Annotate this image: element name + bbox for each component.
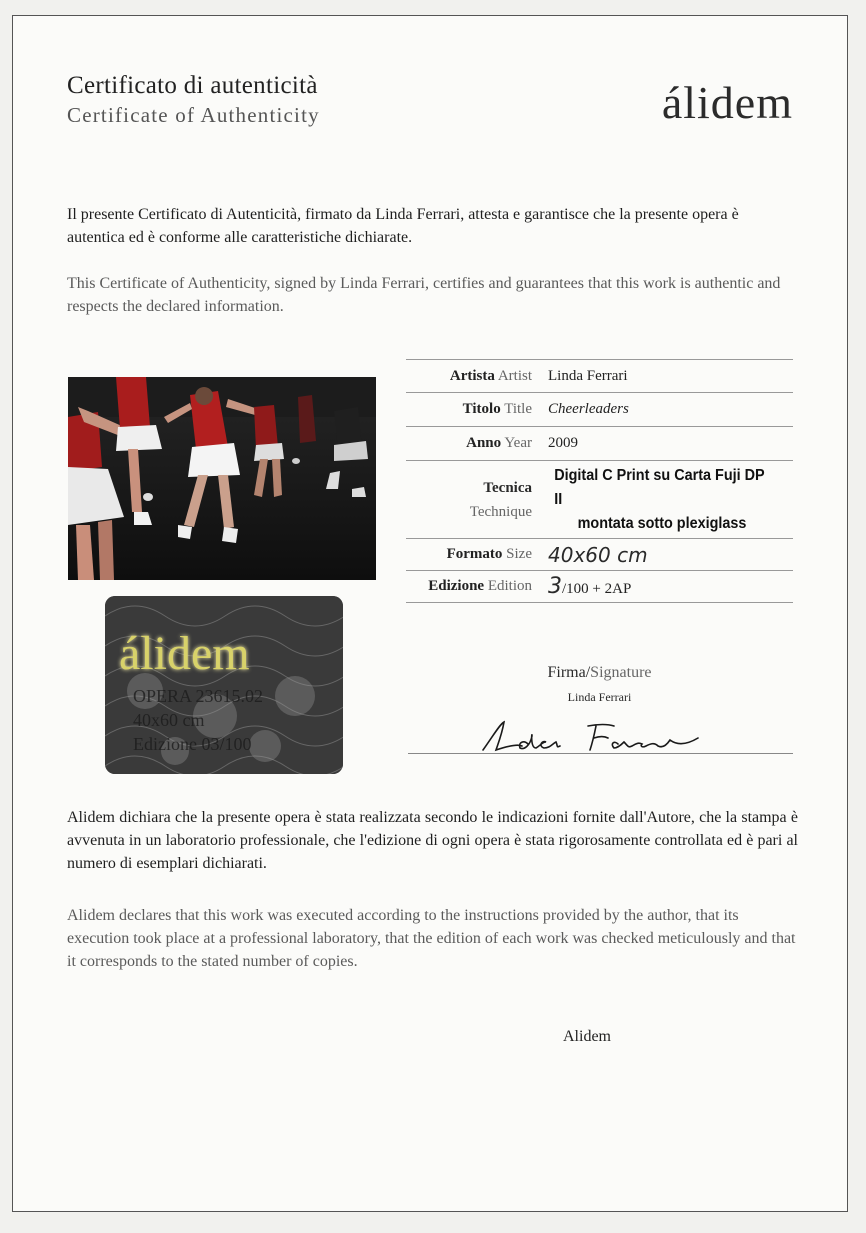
- label-edition-it: Edizione: [428, 578, 485, 594]
- intro-english: This Certificate of Authenticity, signed by Linda Ferrari, certifies and guarantees that this work is authentic and respects the declared information.: [67, 275, 781, 315]
- hologram-sticker: [105, 596, 343, 774]
- label-technique-it: Tecnica: [483, 479, 532, 496]
- row-artist: [406, 360, 793, 393]
- signature-line: [408, 753, 793, 754]
- value-year: 2009: [546, 427, 793, 461]
- hologram-logo: álidem: [119, 627, 250, 680]
- title-italian: Certificato di autenticità: [67, 72, 318, 99]
- signature-name: Linda Ferrari: [567, 690, 632, 704]
- value-technique-line1: Digital C Print su Carta Fuji DP II: [554, 466, 765, 508]
- signature-label-it: Firma/: [547, 664, 591, 681]
- certificate-sheet: [12, 15, 848, 1212]
- hologram-opera: OPERA 23615.02: [133, 686, 264, 706]
- label-title-en: Title: [504, 401, 532, 417]
- label-technique-en: Technique: [469, 503, 532, 520]
- label-year-en: Year: [504, 435, 532, 451]
- label-artist-it: Artista: [449, 367, 495, 384]
- row-title: [406, 393, 793, 427]
- hologram-size: 40x60 cm: [133, 710, 205, 730]
- value-edition-total: /100 + 2AP: [562, 581, 632, 597]
- value-size-handwritten: 40x60 cm: [546, 539, 793, 571]
- value-edition-number: 3: [548, 574, 562, 599]
- value-artist: Linda Ferrari: [546, 360, 793, 393]
- title-english: Certificate of Authenticity: [67, 103, 320, 127]
- label-size-it: Formato: [446, 546, 503, 562]
- row-year: [406, 427, 793, 461]
- alidem-logo: álidem: [661, 77, 793, 128]
- label-artist-en: Artist: [497, 367, 532, 384]
- declaration-italian: Alidem dichiara che la presente opera è stata realizzata secondo le indicazioni fornite dall'Autore, che la stampa è avvenuta in un laboratorio professionale, che l'edizione di ogni opera è stata rigorosamente controllata ed è pari al numero di esemplari dichiarati.: [67, 809, 798, 872]
- row-size: [406, 539, 793, 571]
- signature-label-en: Signature: [590, 664, 652, 681]
- artwork-photo: [68, 377, 376, 580]
- row-edition: [406, 571, 793, 603]
- closing-signature: Alidem: [563, 1028, 611, 1045]
- label-title-it: Titolo: [462, 401, 501, 417]
- label-year-it: Anno: [466, 435, 502, 451]
- handwritten-signature: [478, 716, 708, 756]
- hologram-edition: Edizione 03/100: [133, 734, 252, 754]
- artwork-details-table: [406, 359, 793, 603]
- value-title: Cheerleaders: [546, 393, 793, 427]
- row-technique: [406, 461, 793, 539]
- signature-label: [406, 664, 793, 682]
- label-edition-en: Edition: [487, 578, 532, 594]
- value-technique-line2: montata sotto plexiglass: [577, 514, 747, 532]
- label-size-en: Size: [506, 546, 532, 562]
- declaration-english: Alidem declares that this work was executed according to the instructions provided by the author, that its execution took place at a professional laboratory, that the edition of each work was checked meticulously and that it corresponds to the stated number of copies.: [67, 907, 796, 970]
- cheerleaders-image: [68, 377, 376, 580]
- intro-italian: Il presente Certificato di Autenticità, firmato da Linda Ferrari, attesta e garantisce che la presente opera è autentica ed è conforme alle caratteristiche dichiarate.: [67, 206, 739, 246]
